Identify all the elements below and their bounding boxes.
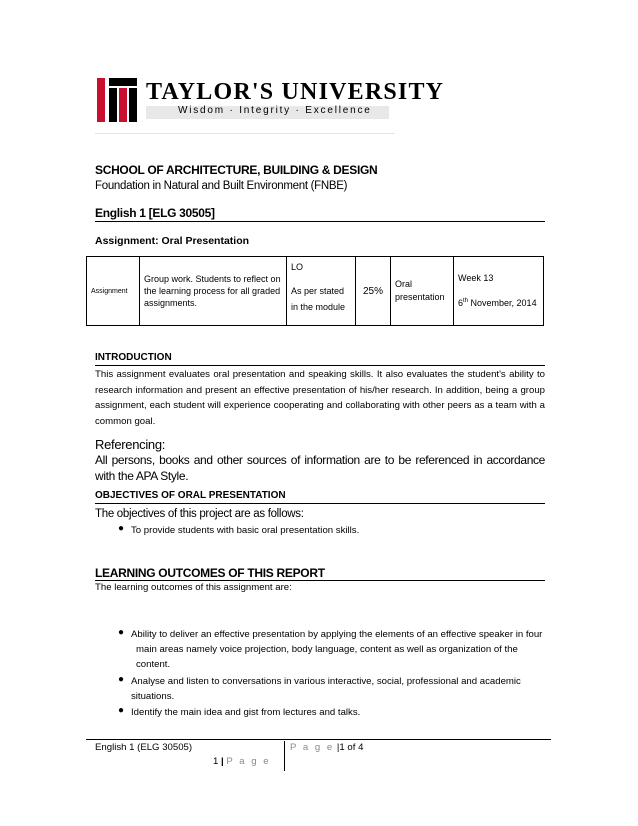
- logo-black-right: [129, 88, 137, 122]
- assignment-title: Oral Presentation: [161, 235, 250, 247]
- objectives-intro: The objectives of this project are as follows:: [95, 508, 304, 520]
- lo-label: LO: [291, 262, 304, 272]
- course-title: English 1 [ELG 30505]: [95, 206, 215, 220]
- logo-tagline: Wisdom · Integrity · Excellence: [178, 105, 372, 116]
- bullet-icon: ●: [118, 523, 125, 534]
- bullet-icon: ●: [118, 674, 125, 685]
- referencing-heading: Referencing:: [95, 437, 166, 452]
- logo-red-bar-left: [97, 78, 105, 122]
- assignment-label: Assignment:: [95, 235, 159, 247]
- objectives-rule: [95, 503, 545, 504]
- cell-weight: 25%: [356, 257, 391, 326]
- introduction-rule: [95, 365, 545, 366]
- cell-mode: Oral presentation: [391, 257, 454, 326]
- footer-page-info: [290, 742, 363, 753]
- footer-page-word: P a g e: [290, 742, 335, 753]
- referencing-body: All persons, books and other sources of information are to be referenced in accordance with the APA Style.: [95, 453, 545, 483]
- outcome-item: Identify the main idea and gist from lectures and talks.: [131, 707, 361, 718]
- footer-divider: [284, 741, 285, 771]
- cell-type: Assignment: [87, 257, 140, 326]
- school-name: SCHOOL OF ARCHITECTURE, BUILDING & DESIGN: [95, 163, 378, 177]
- learning-outcomes-intro: The learning outcomes of this assignment are:: [95, 582, 292, 593]
- introduction-body: This assignment evaluates oral presentation and speaking skills. It also evaluates the student's ability to research information and present an effective presentation of his/her research. In addition, being a group assignment, each student will experience cooperating and collaborating with other peers as a team with a common goal.: [95, 369, 545, 427]
- table-row: [87, 257, 544, 326]
- logo-title: TAYLOR'S UNIVERSITY: [146, 79, 445, 105]
- lo-text: As per stated in the module: [291, 286, 346, 312]
- learning-outcomes-heading: LEARNING OUTCOMES OF THIS REPORT: [95, 566, 325, 580]
- footer-course: English 1 (ELG 30505): [95, 742, 193, 753]
- due-date: 6th November, 2014: [458, 298, 537, 308]
- logo-black-top: [109, 78, 137, 86]
- footer-page-number: 1 | P a g e: [213, 756, 271, 767]
- footer-rule: [86, 739, 551, 740]
- footer-page-of: |1 of 4: [336, 742, 364, 753]
- bullet-icon: ●: [118, 705, 125, 716]
- course-rule: [95, 221, 545, 222]
- logo-red-center: [119, 88, 127, 122]
- logo-black-left: [109, 88, 117, 122]
- assignment-heading: [95, 235, 249, 247]
- bullet-icon: ●: [118, 627, 125, 638]
- objectives-heading: OBJECTIVES OF ORAL PRESENTATION: [95, 490, 286, 501]
- assignment-table: [86, 256, 544, 326]
- outcome-item: Analyse and listen to conversations in various interactive, social, professional and academic situations.: [131, 676, 521, 702]
- cell-lo: [287, 257, 356, 326]
- learning-outcomes-rule: [95, 580, 545, 581]
- cell-date: [454, 257, 544, 326]
- introduction-heading: INTRODUCTION: [95, 352, 172, 363]
- objective-item: To provide students with basic oral presentation skills.: [131, 525, 360, 536]
- cell-description: Group work. Students to reflect on the learning process for all graded assignments.: [140, 257, 287, 326]
- logo-divider: [95, 133, 395, 134]
- outcome-item: Ability to deliver an effective presentation by applying the elements of an effective speaker in four main areas namely voice projection, body language, content as well as organization of the content.: [131, 629, 543, 670]
- week: Week 13: [458, 273, 494, 283]
- program-name: Foundation in Natural and Built Environment (FNBE): [95, 180, 348, 192]
